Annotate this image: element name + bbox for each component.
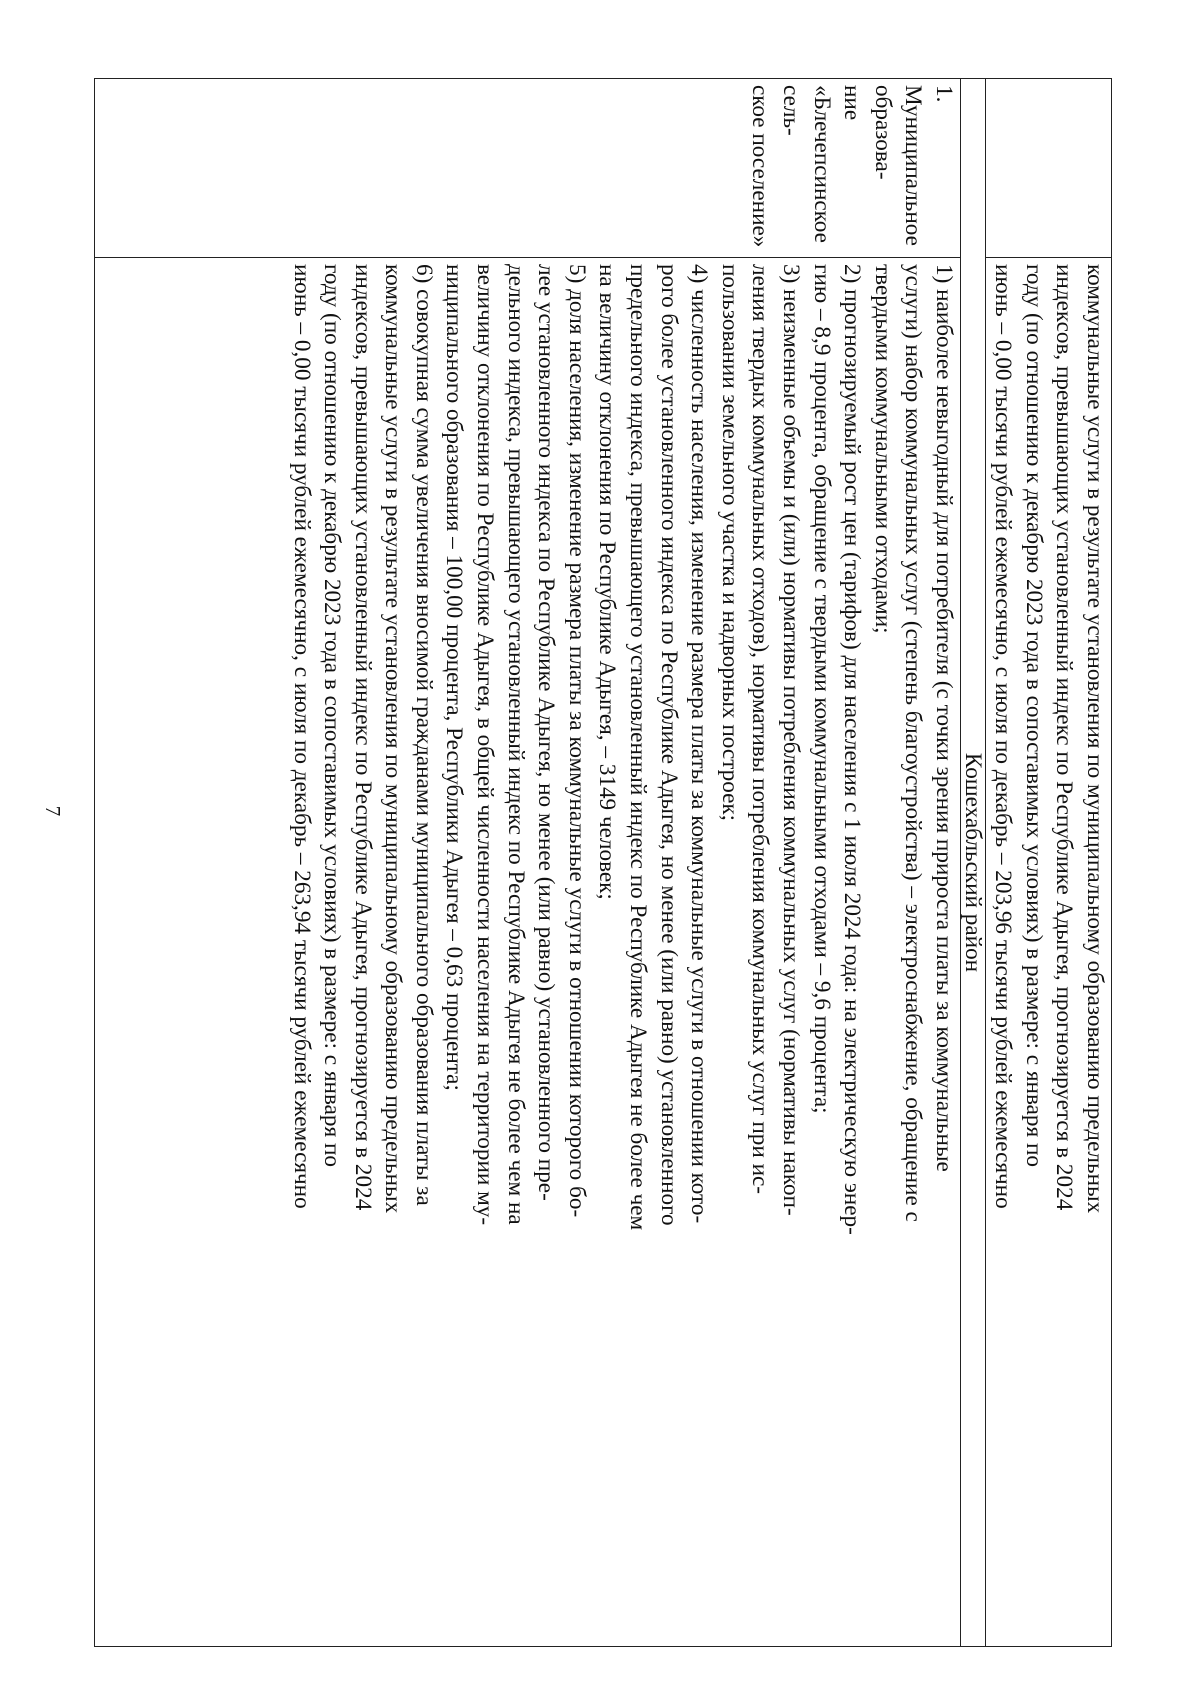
text-line: 1) наиболее невыгодный для потребителя (с точки зрения прироста платы за коммунальные — [931, 264, 957, 1172]
text-line: ления твердых коммунальных отходов), нормативы потребления коммунальных услуг при ис- — [747, 264, 774, 1195]
text-line: июнь – 0,00 тысячи рублей ежемесячно, с июля по декабрь – 203,96 тысячи рублей ежемесячно — [990, 264, 1017, 1209]
continuation-label-cell — [986, 79, 1112, 258]
text-line: году (по отношению к декабрю 2023 года в сопоставимых условиях) в размере: с января по — [319, 264, 346, 1167]
text-line: дельного индекса, превышающего установленный индекс по Республике Адыгея не более чем на — [502, 264, 529, 1225]
text-line: июнь – 0,00 тысячи рублей ежемесячно, с июля по декабрь – 263,94 тысячи рублей ежемесячно — [288, 264, 315, 1209]
text-line: пользовании земельного участка и надворных построек; — [716, 264, 743, 822]
text-line: индексов, превышающих установленный индекс по Республике Адыгея, прогнозируется в 2024 — [1051, 264, 1078, 1211]
text-line: ское поселение» — [747, 85, 774, 248]
text-line: 6) совокупная сумма увеличения вносимой гражданами муниципального образования платы за — [410, 264, 437, 1206]
continuation-text-cell — [986, 258, 1112, 1647]
table-row — [95, 79, 961, 1647]
district-row — [961, 79, 986, 1647]
text-line: ниципального образования – 100,00 процента, Республики Адыгея – 0,63 процента; — [441, 264, 468, 1091]
district-heading: Кошехабльский район — [961, 79, 986, 1647]
text-line: году (по отношению к декабрю 2023 года в сопоставимых условиях) в размере: с января по — [1020, 264, 1047, 1167]
page-number: 7 — [41, 805, 65, 817]
table-row — [986, 79, 1112, 1647]
text-line: твердыми коммунальными отходами; — [869, 264, 896, 634]
text-line: 1. Муниципальное образова- — [869, 85, 957, 246]
rotated-page-content — [94, 78, 1112, 1647]
text-line: услуги) набор коммунальных услуг (степень благоустройства) – электроснабжение, обращение с — [900, 264, 927, 1222]
municipality-details-cell — [95, 258, 961, 1647]
text-line: ние «Блечепсинское сель- — [778, 85, 866, 243]
text-line: 5) доля населения, изменение размера платы за коммунальные услуги в отношении которого бо- — [563, 264, 590, 1218]
text-line: величину отклонения по Республике Адыгея, в общей численности населения на территории му- — [472, 264, 499, 1226]
text-line: индексов, превышающих установленный индекс по Республике Адыгея, прогнозируется в 2024 — [349, 264, 376, 1211]
indicators-table — [94, 78, 1112, 1647]
text-line: на величину отклонения по Республике Адыгея, – 3149 человек; — [594, 264, 621, 900]
text-line: предельного индекса, превышающего установленный индекс по Республике Адыгея не более чем — [625, 264, 652, 1231]
municipality-name-cell — [95, 79, 961, 258]
text-line: 2) прогнозируемый рост цен (тарифов) для населения с 1 июля 2024 года: на электрическую энер- — [839, 264, 866, 1235]
text-line: коммунальные услуги в результате установления по муниципальному образованию предельных — [1082, 264, 1108, 1214]
text-line: 3) неизменные объемы и (или) нормативы потребления коммунальных услуг (нормативы накоп- — [778, 264, 805, 1216]
text-line: рого более установленного индекса по Республике Адыгея, но менее (или равно) установленного — [655, 264, 682, 1226]
text-line: лее установленного индекса по Республике Адыгея, но менее (или равно) установленного пре- — [533, 264, 560, 1201]
text-line: 4) численность населения, изменение размера платы за коммунальные услуги в отношении кото- — [686, 264, 713, 1224]
text-line: коммунальные услуги в результате установления по муниципальному образованию предельных — [380, 264, 407, 1214]
text-line: гию – 8,9 процента, обращение с твердыми коммунальными отходами – 9,6 процента; — [808, 264, 835, 1114]
